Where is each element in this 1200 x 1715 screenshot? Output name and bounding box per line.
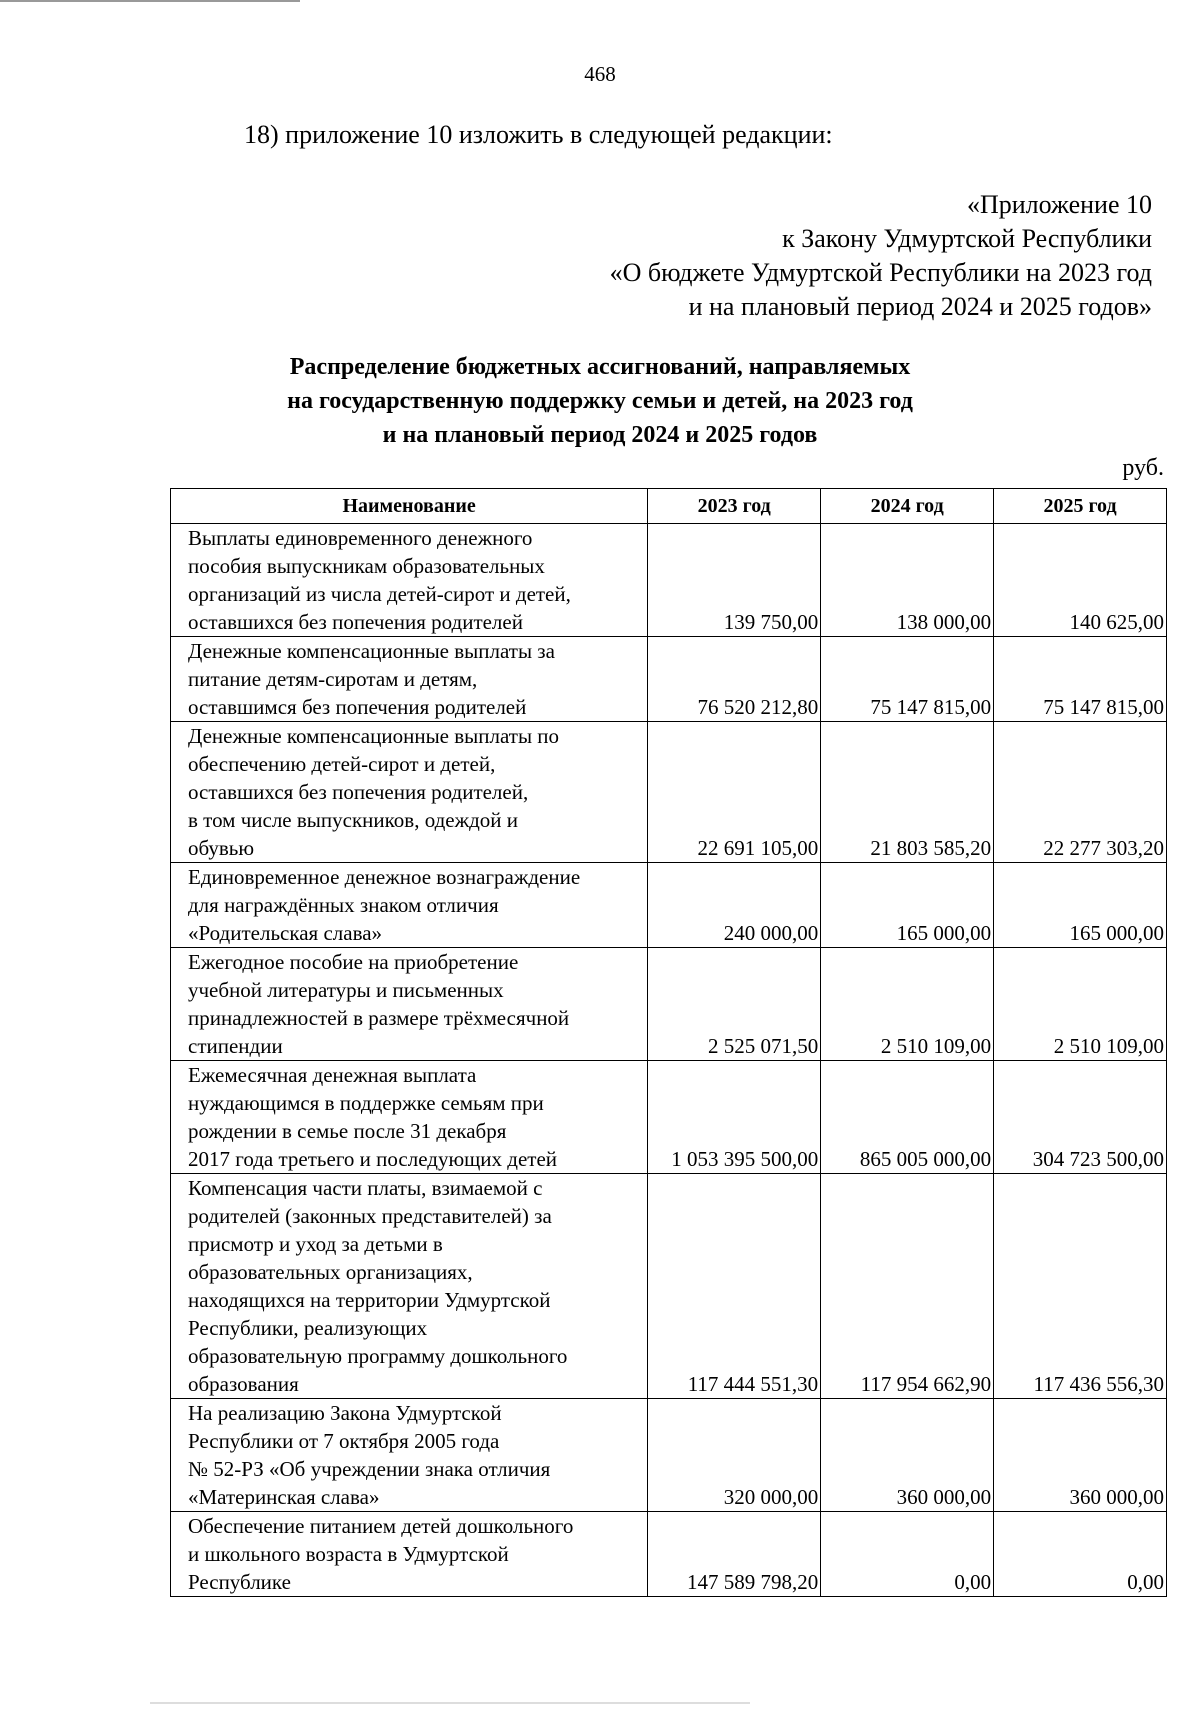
row-name-line: образовательных организациях,: [188, 1260, 473, 1284]
table-row: [171, 524, 1167, 637]
row-name-line: и школьного возраста в Удмуртской: [188, 1542, 509, 1566]
value-cell-2024: 360 000,00: [821, 1399, 994, 1512]
row-name-line: для награждённых знаком отличия: [188, 893, 499, 917]
value-cell-2025: 304 723 500,00: [994, 1061, 1167, 1174]
value-cell-2024: 165 000,00: [821, 863, 994, 948]
row-name-line: оставшихся без попечения родителей: [188, 610, 523, 634]
header-2023: 2023 год: [648, 489, 821, 524]
value-cell-2023: 22 691 105,00: [648, 722, 821, 863]
row-name-line: № 52-РЗ «Об учреждении знака отличия: [188, 1457, 551, 1481]
header-2024: 2024 год: [821, 489, 994, 524]
table-row: [171, 948, 1167, 1061]
value-cell-2024: 75 147 815,00: [821, 637, 994, 722]
row-name-line: обувью: [188, 836, 255, 860]
row-name-line: образовательную программу дошкольного: [188, 1344, 568, 1368]
row-name-line: На реализацию Закона Удмуртской: [188, 1401, 502, 1425]
row-name-line: пособия выпускникам образовательных: [188, 554, 545, 578]
row-name-cell: [171, 1174, 648, 1399]
table-row: [171, 1061, 1167, 1174]
row-name-line: «Материнская слава»: [188, 1485, 380, 1509]
value-cell-2025: 140 625,00: [994, 524, 1167, 637]
header-name: Наименование: [171, 489, 648, 524]
row-name-cell: [171, 722, 648, 863]
row-name-cell: [171, 948, 648, 1061]
value-cell-2024: 865 005 000,00: [821, 1061, 994, 1174]
row-name-line: организаций из числа детей-сирот и детей,: [188, 582, 571, 606]
value-cell-2023: 320 000,00: [648, 1399, 821, 1512]
appendix-line: «О бюджете Удмуртской Республики на 2023 год: [609, 258, 1152, 287]
value-cell-2023: 117 444 551,30: [648, 1174, 821, 1399]
value-cell-2023: 76 520 212,80: [648, 637, 821, 722]
row-name-cell: [171, 1061, 648, 1174]
page-number: 468: [584, 62, 616, 86]
row-name-line: Компенсация части платы, взимаемой с: [188, 1176, 543, 1200]
row-name-line: Ежемесячная денежная выплата: [188, 1063, 477, 1087]
amendment-intro: 18) приложение 10 изложить в следующей редакции:: [244, 120, 833, 149]
appendix-line: «Приложение 10: [966, 190, 1152, 219]
value-cell-2025: 22 277 303,20: [994, 722, 1167, 863]
table-body: [171, 524, 1167, 1597]
scan-artifact-bottom: [150, 1702, 750, 1704]
row-name-line: оставшихся без попечения родителей,: [188, 780, 529, 804]
value-cell-2024: 117 954 662,90: [821, 1174, 994, 1399]
row-name-line: «Родительская слава»: [188, 921, 383, 945]
budget-table: [170, 488, 1167, 1597]
row-name-cell: [171, 1512, 648, 1597]
value-cell-2024: 138 000,00: [821, 524, 994, 637]
row-name-line: питание детям-сиротам и детям,: [188, 667, 478, 691]
row-name-line: в том числе выпускников, одеждой и: [188, 808, 519, 832]
appendix-line: к Закону Удмуртской Республики: [782, 224, 1152, 253]
row-name-line: Республики от 7 октября 2005 года: [188, 1429, 500, 1453]
value-cell-2025: 0,00: [994, 1512, 1167, 1597]
value-cell-2023: 240 000,00: [648, 863, 821, 948]
value-cell-2023: 147 589 798,20: [648, 1512, 821, 1597]
row-name-line: стипендии: [188, 1034, 283, 1058]
table-row: [171, 722, 1167, 863]
table-header-row: [171, 489, 1167, 524]
table-title: [0, 350, 1200, 452]
row-name-cell: [171, 863, 648, 948]
value-cell-2025: 117 436 556,30: [994, 1174, 1167, 1399]
appendix-header: [610, 188, 1152, 324]
scan-artifact-top: [0, 0, 300, 2]
title-line: на государственную поддержку семьи и детей, на 2023 год: [287, 388, 913, 414]
table-row: [171, 1174, 1167, 1399]
row-name-line: оставшимся без попечения родителей: [188, 695, 527, 719]
row-name-line: Единовременное денежное вознаграждение: [188, 865, 581, 889]
value-cell-2023: 139 750,00: [648, 524, 821, 637]
row-name-line: присмотр и уход за детьми в: [188, 1232, 443, 1256]
appendix-line: и на плановый период 2024 и 2025 годов»: [688, 292, 1152, 321]
row-name-line: образования: [188, 1372, 299, 1396]
row-name-line: родителей (законных представителей) за: [188, 1204, 552, 1228]
row-name-line: Обеспечение питанием детей дошкольного: [188, 1514, 574, 1538]
value-cell-2024: 21 803 585,20: [821, 722, 994, 863]
row-name-line: Республики, реализующих: [188, 1316, 428, 1340]
value-cell-2023: 1 053 395 500,00: [648, 1061, 821, 1174]
value-cell-2023: 2 525 071,50: [648, 948, 821, 1061]
value-cell-2024: 2 510 109,00: [821, 948, 994, 1061]
row-name-cell: [171, 1399, 648, 1512]
row-name-line: Ежегодное пособие на приобретение: [188, 950, 519, 974]
currency-unit: руб.: [1122, 455, 1164, 481]
row-name-cell: [171, 524, 648, 637]
row-name-line: Республике: [188, 1570, 291, 1594]
table-row: [171, 637, 1167, 722]
row-name-line: принадлежностей в размере трёхмесячной: [188, 1006, 570, 1030]
value-cell-2025: 165 000,00: [994, 863, 1167, 948]
value-cell-2025: 2 510 109,00: [994, 948, 1167, 1061]
row-name-line: Выплаты единовременного денежного: [188, 526, 533, 550]
value-cell-2025: 360 000,00: [994, 1399, 1167, 1512]
value-cell-2024: 0,00: [821, 1512, 994, 1597]
row-name-cell: [171, 637, 648, 722]
value-cell-2025: 75 147 815,00: [994, 637, 1167, 722]
row-name-line: 2017 года третьего и последующих детей: [188, 1147, 558, 1171]
row-name-line: рождении в семье после 31 декабря: [188, 1119, 507, 1143]
row-name-line: нуждающимся в поддержке семьям при: [188, 1091, 544, 1115]
table-row: [171, 1512, 1167, 1597]
table-row: [171, 1399, 1167, 1512]
title-line: и на плановый период 2024 и 2025 годов: [382, 422, 818, 448]
table-row: [171, 863, 1167, 948]
row-name-line: обеспечению детей-сирот и детей,: [188, 752, 496, 776]
row-name-line: Денежные компенсационные выплаты за: [188, 639, 555, 663]
row-name-line: Денежные компенсационные выплаты по: [188, 724, 560, 748]
header-2025: 2025 год: [994, 489, 1167, 524]
row-name-line: находящихся на территории Удмуртской: [188, 1288, 551, 1312]
title-line: Распределение бюджетных ассигнований, направляемых: [289, 354, 911, 380]
row-name-line: учебной литературы и письменных: [188, 978, 504, 1002]
